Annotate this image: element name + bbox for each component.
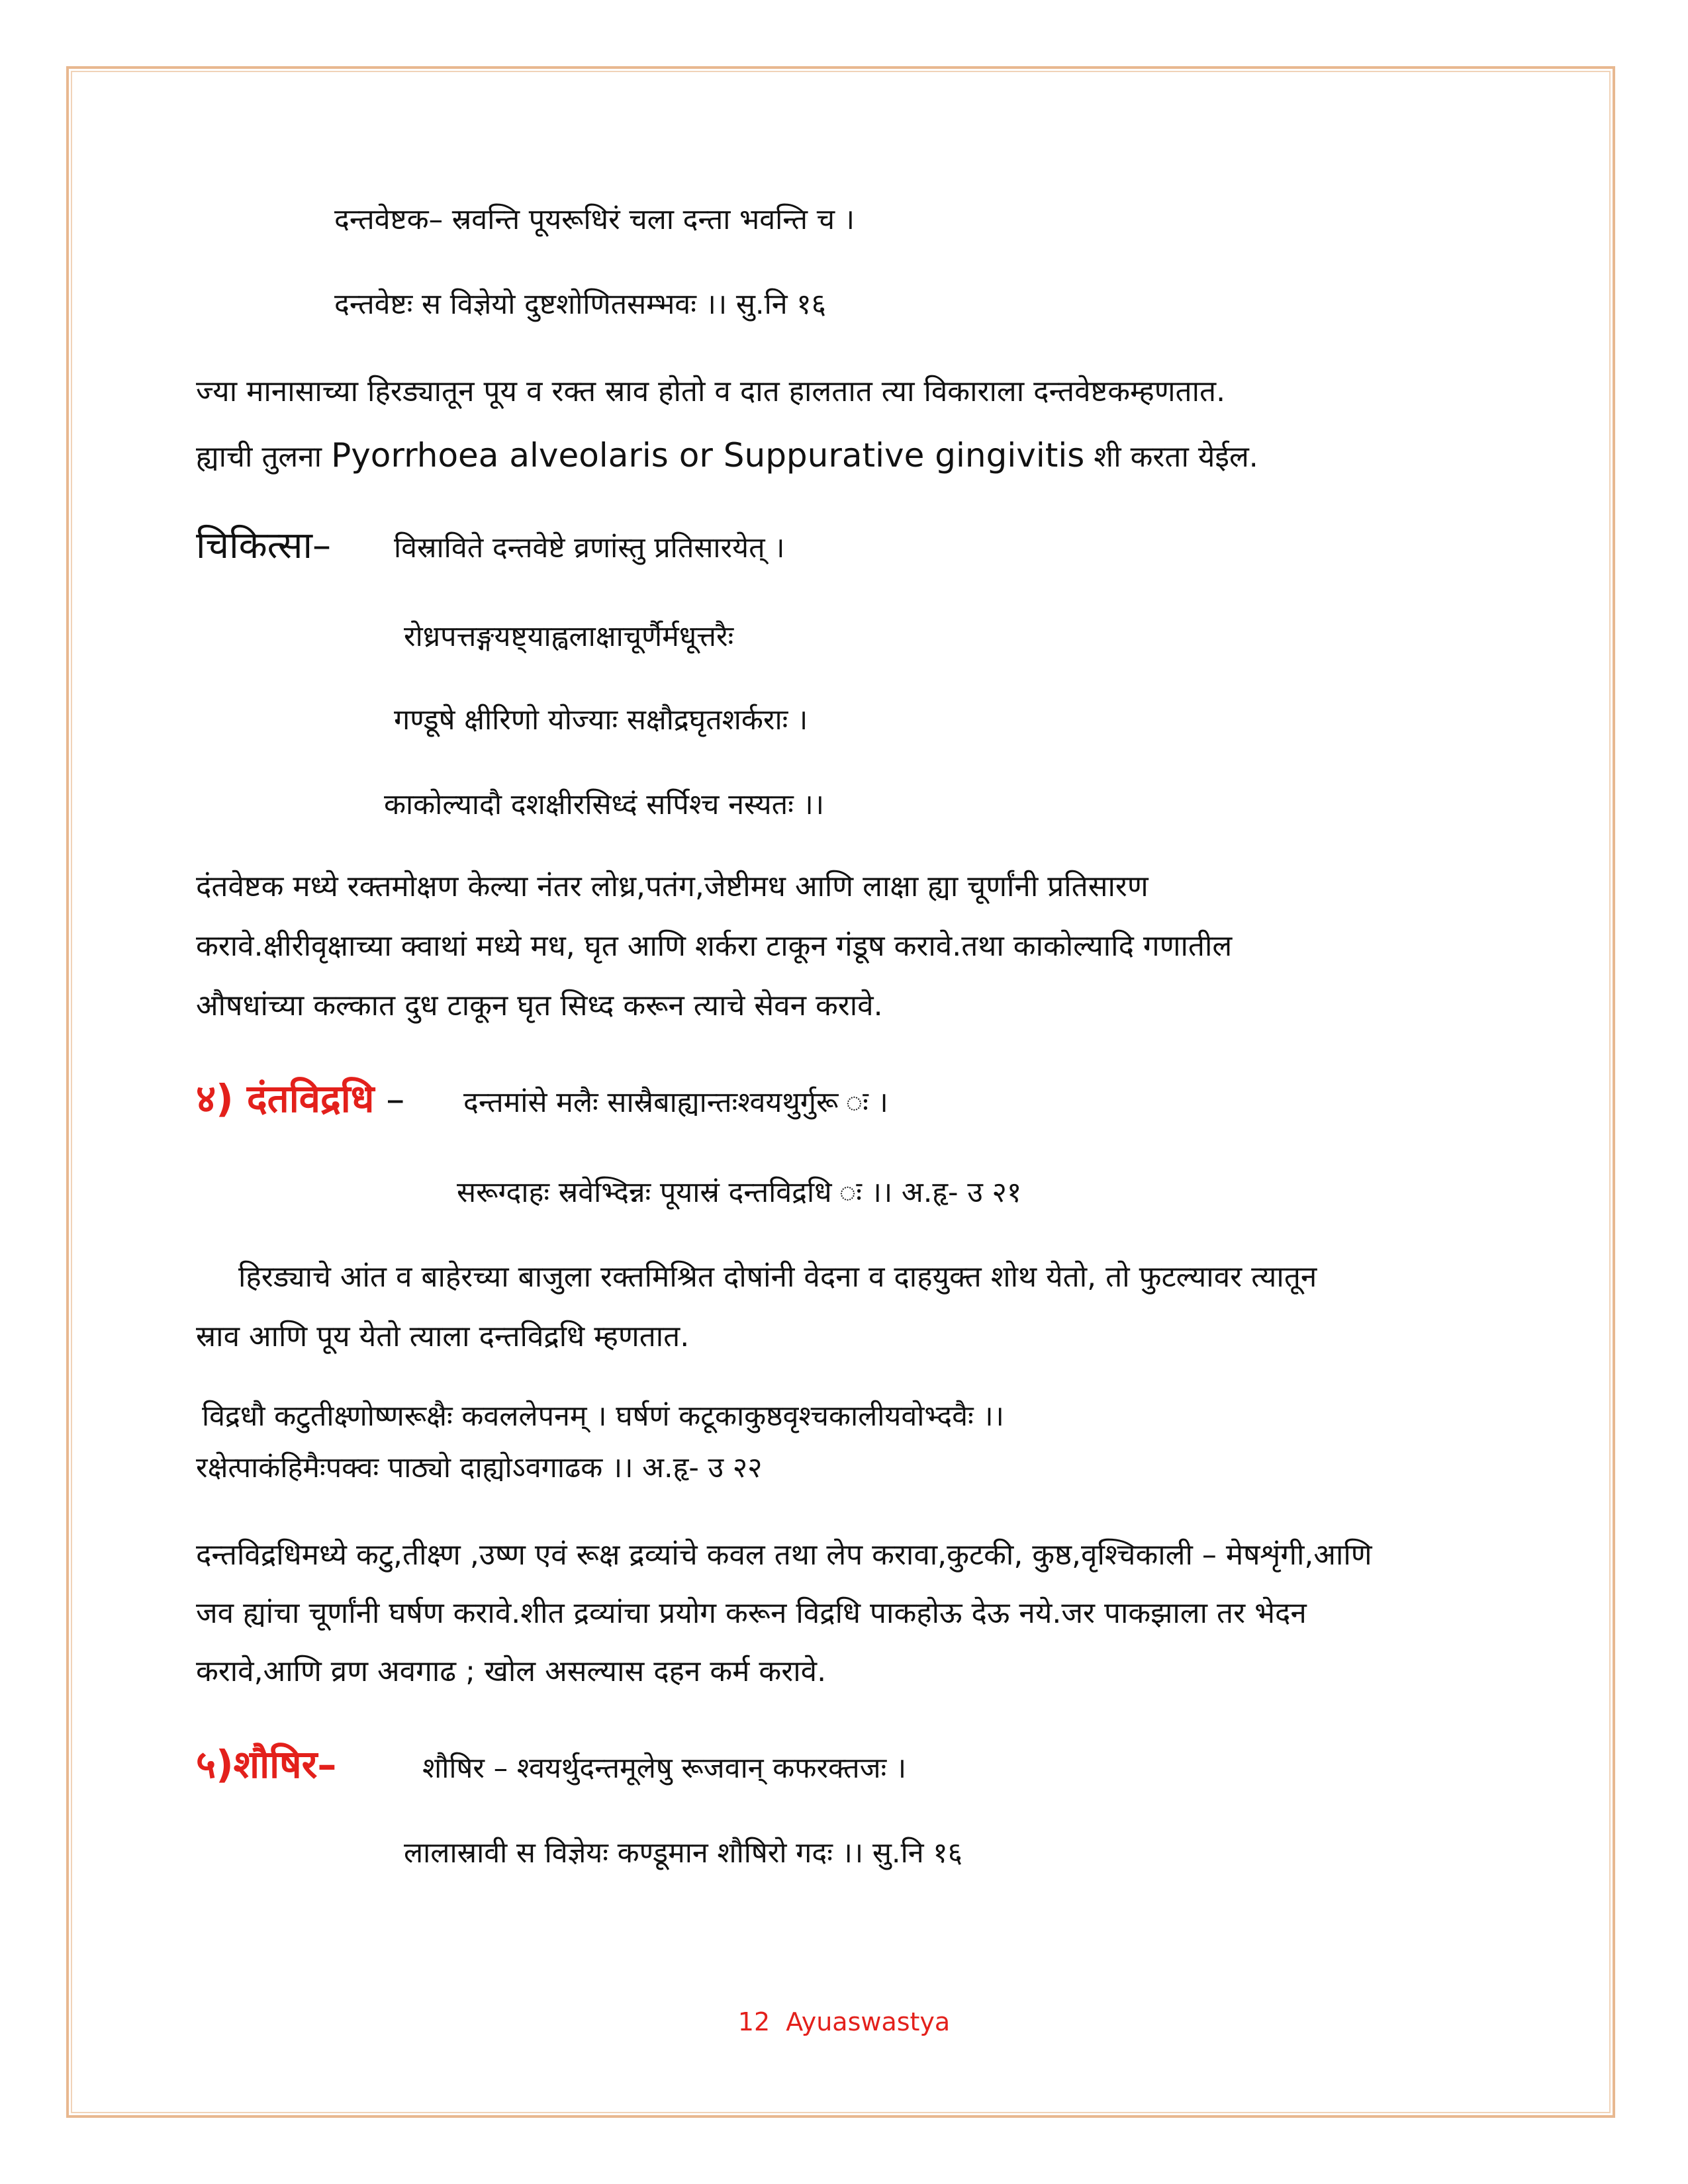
verse-4: रोध्रपत्तङ्गयष्ट्याह्वलाक्षाचूर्णैर्मधूत्तरैः (404, 620, 734, 653)
verse-3: विस्राविते दन्तवेष्टे व्रणांस्तु प्रतिसारयेत् । (394, 531, 785, 565)
paragraph-2-line-1: दंतवेष्टक मध्ये रक्तमोक्षण केल्या नंतर लोध्र,पतंग,जेष्टीमध आणि लाक्षा ह्या चूर्णांनी प्रतिसारण (196, 870, 1149, 903)
verse-9: विद्रधौ कटुतीक्ष्णोष्णरूक्षैः कवललेपनम् । घर्षणं कटूकाकुष्ठवृश्चकालीयवोभ्दवैः ।। (202, 1400, 1004, 1433)
paragraph-4-line-3: करावे,आणि व्रण अवगाढ ; खोल असल्यास दहन कर्म करावे. (196, 1655, 827, 1688)
verse-1: दन्तवेष्टक– स्रवन्ति पूयरूधिरं चला दन्ता भवन्ति च । (334, 203, 855, 236)
verse-5: गण्डूषे क्षीरिणो योज्याः सक्षौद्रघृतशर्कराः । (394, 704, 808, 737)
footer-title: Ayuaswastya (786, 2007, 951, 2036)
paragraph-3-line-2: स्राव आणि पूय येतो त्याला दन्तविद्रधि म्हणतात. (196, 1320, 690, 1353)
section-4-heading (196, 1076, 405, 1122)
latin-term: Pyorrhoea alveolaris or Suppurative gingivitis (331, 436, 1085, 475)
verse-7: दन्तमांसे मलैः सास्रैबाह्यान्तःश्वयथुर्गुरू ः । (463, 1086, 888, 1119)
paragraph-4-line-1: दन्तविद्रधिमध्ये कटु,तीक्ष्ण ,उष्ण एवं रूक्ष द्रव्यांचे कवल तथा लेप करावा,कुटकी, कुष्ठ,वृश्चिकाली – मेषशृंगी,आणि (196, 1538, 1372, 1572)
paragraph-2-line-2: करावे.क्षीरीवृक्षाच्या क्वाथां मध्ये मध, घृत आणि शर्करा टाकून गंडूष करावे.तथा काकोल्यादि गणातील (196, 929, 1233, 963)
paragraph-1-line-1: ज्या मानासाच्या हिरड्यातून पूय व रक्त स्राव होतो व दात हालतात त्या विकाराला दन्तवेष्टकम्हणतात. (196, 375, 1226, 408)
verse-11: शौषिर – श्वयर्थुदन्तमूलेषु रूजवान् कफरक्तजः । (422, 1752, 907, 1785)
page-number: 12 (737, 2007, 771, 2036)
verse-2: दन्तवेष्टः स विज्ञेयो दुष्टशोणितसम्भवः ।। सु.नि १६ (334, 288, 826, 321)
paragraph-1-line-2 (196, 435, 1258, 477)
verse-8: सरूग्दाहः स्रवेभ्दिन्नः पूयास्रं दन्तविद्रधि ः ।। अ.हृ- उ २१ (457, 1176, 1022, 1209)
paragraph-3-line-1: हिरड्याचे आंत व बाहेरच्या बाजुला रक्तमिश्रित दोषांनी वेदना व दाहयुक्त शोथ येतो, तो फुटल्यावर त्यातून (238, 1260, 1317, 1294)
page-footer (0, 2005, 1688, 2038)
verse-12: लालास्रावी स विज्ञेयः कण्डूमान शौषिरो गदः ।। सु.नि १६ (404, 1837, 962, 1870)
section-4-dash: – (374, 1078, 405, 1121)
verse-6: काकोल्यादौ दशक्षीरसिध्दं सर्पिश्च नस्यतः ।। (384, 788, 825, 821)
chikitsa-heading: चिकित्सा– (196, 524, 331, 567)
verse-10: रक्षेत्पाकंहिमैःपक्वः पाठ्यो दाह्योऽवगाढक ।। अ.हृ- उ २२ (196, 1451, 763, 1484)
paragraph-1-suffix: शी करता येईल. (1084, 440, 1258, 474)
section-5-heading: ५)शौषिर– (196, 1742, 337, 1787)
paragraph-2-line-3: औषधांच्या कल्कात दुध टाकून घृत सिध्द करून त्याचे सेवन करावे. (196, 989, 883, 1023)
paragraph-1-prefix: ह्याची तुलना (196, 440, 332, 474)
paragraph-4-line-2: जव ह्यांचा चूर्णांनी घर्षण करावे.शीत द्रव्यांचा प्रयोग करून विद्रधि पाकहोऊ देऊ नये.जर पाकझाला तर भेदन (196, 1596, 1307, 1630)
section-4-title: ४) दंतविद्रधि (196, 1076, 375, 1121)
